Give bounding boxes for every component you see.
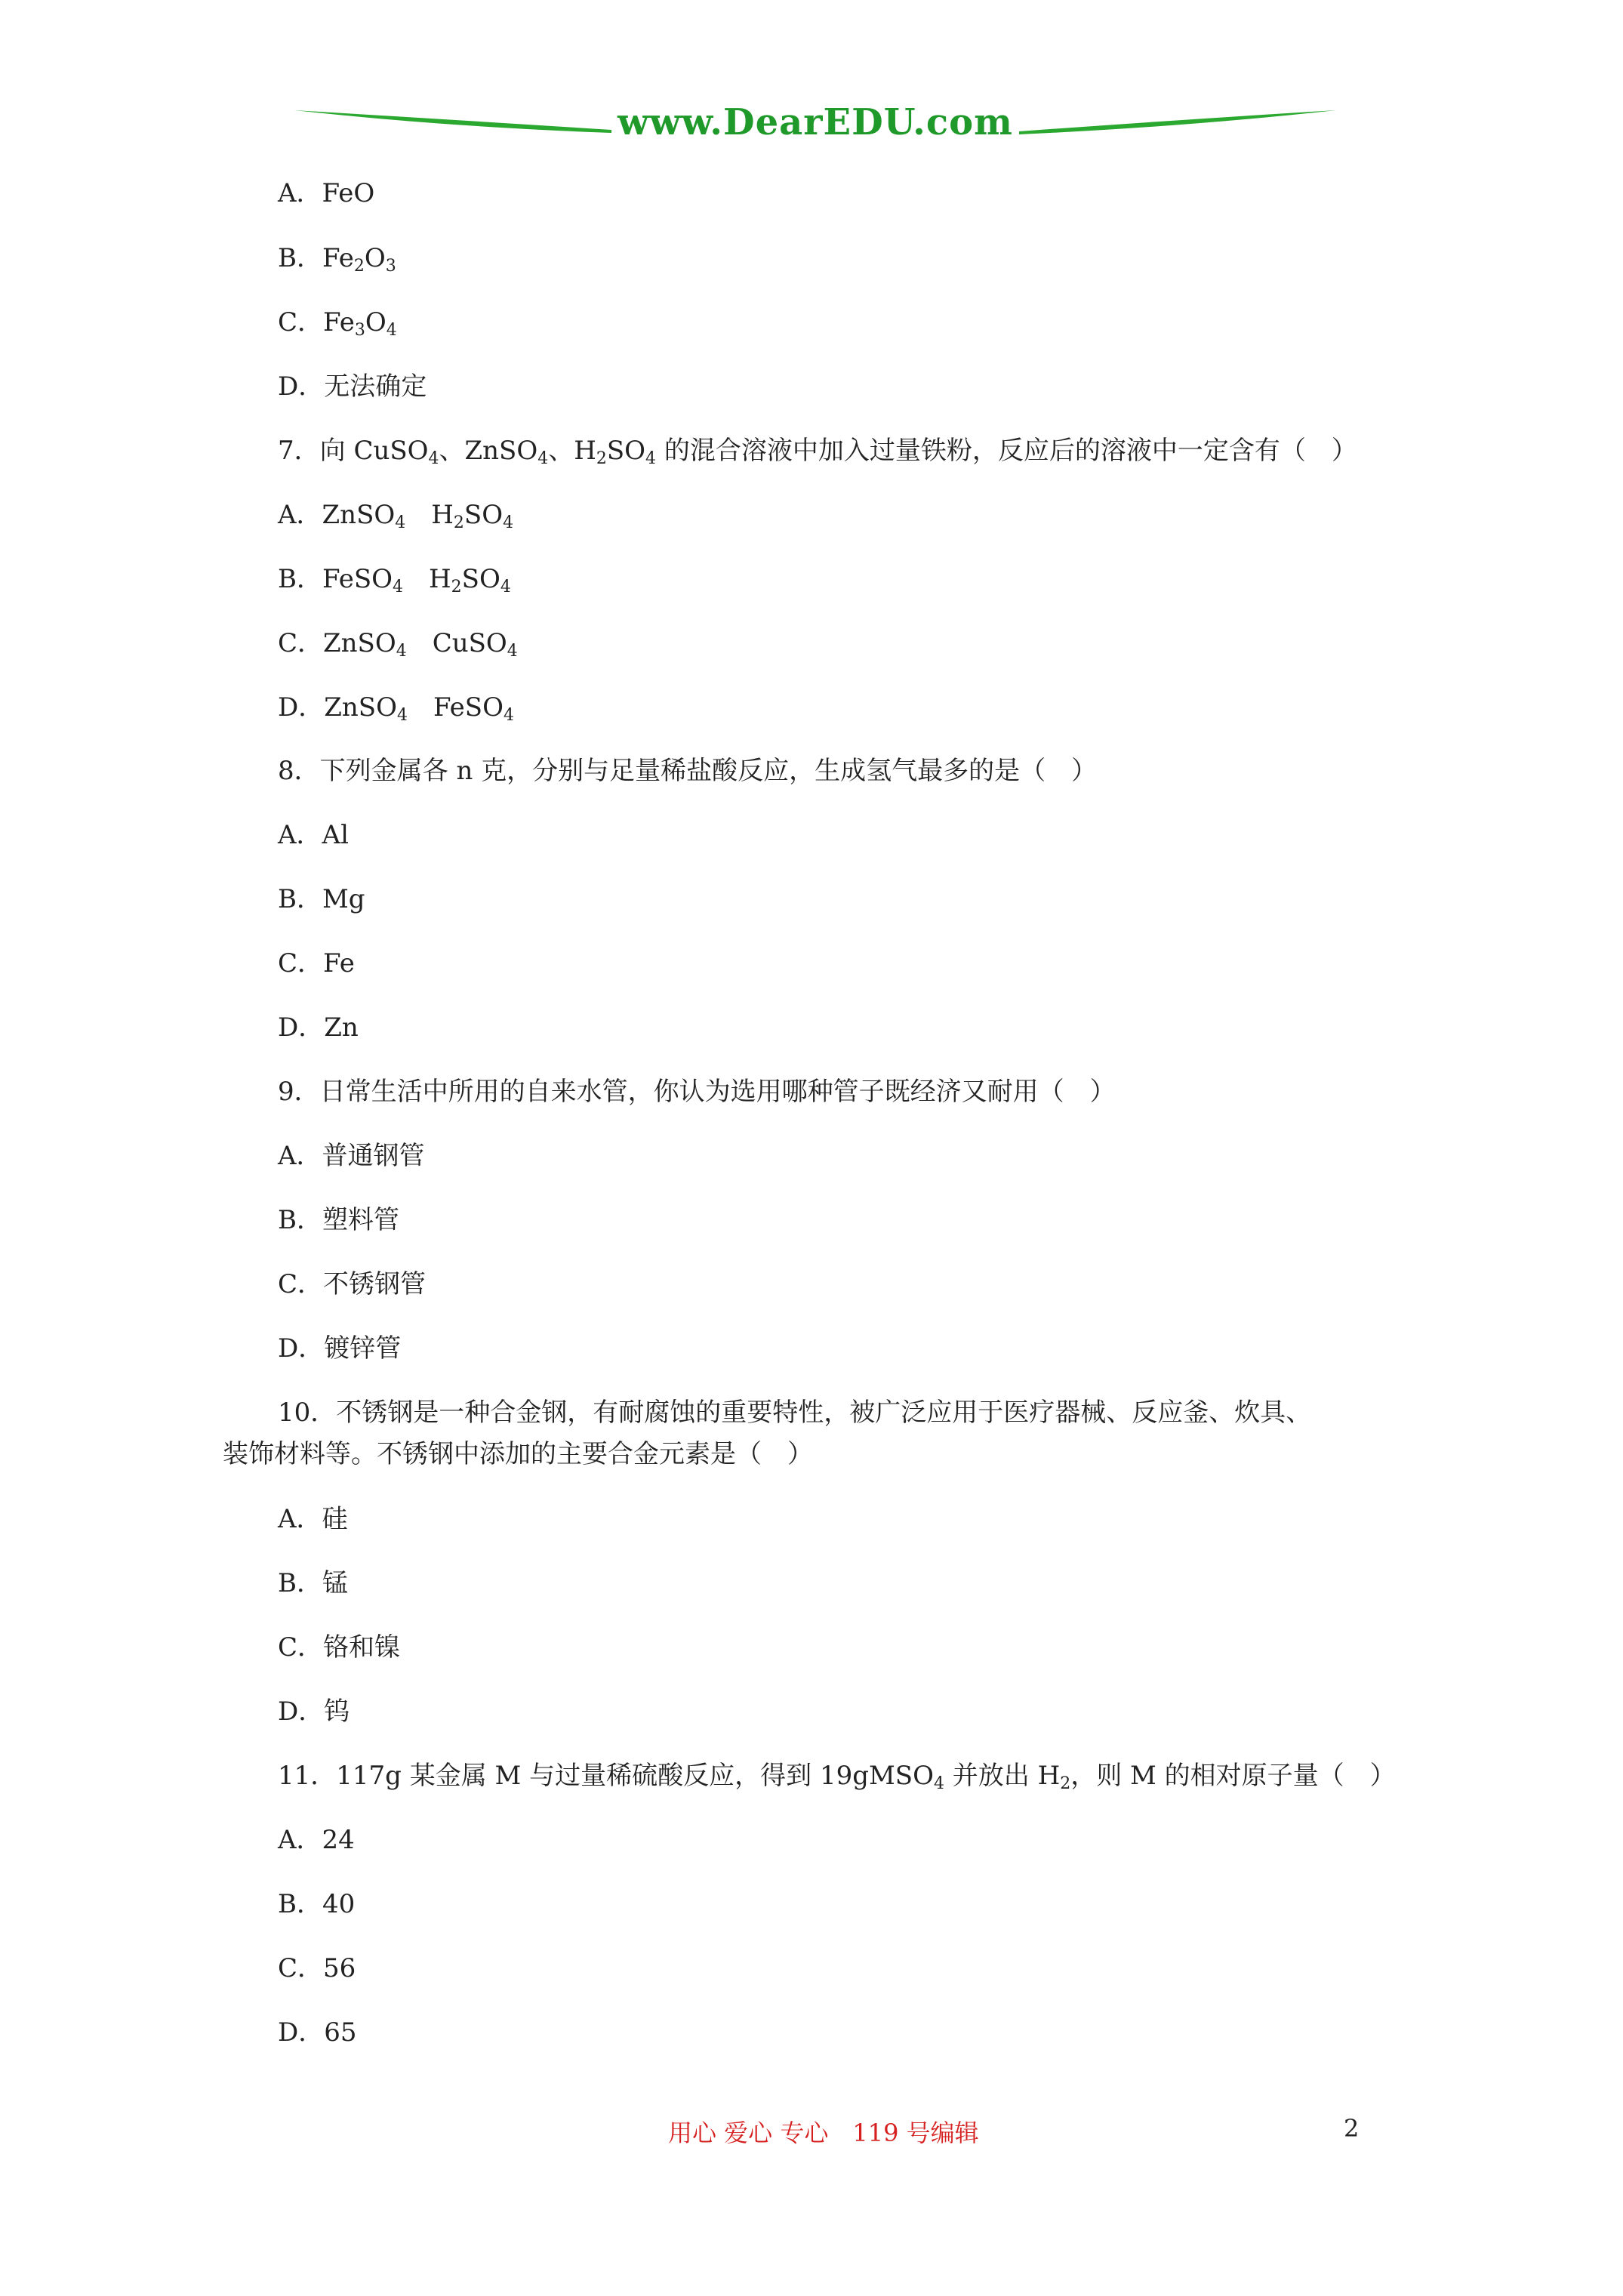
q10-option-a: A．硅 (278, 1504, 348, 1534)
header-logo-banner (294, 97, 1336, 157)
q11-option-b: B．40 (278, 1889, 356, 1919)
q8-option-a: A．Al (278, 820, 349, 850)
q9-option-d: D．镀锌管 (278, 1333, 402, 1364)
q8-option-d: D．Zn (278, 1012, 359, 1043)
question-11: 11．117g 某金属 M 与过量稀硫酸反应，得到 19gMSO$_4$ 并放出 $H_2$，则 M 的相对原子量（ ） (278, 1761, 1396, 1793)
question-7: 7．向 CuSO$_4$、ZnSO$_4$、$H_2SO_4$ 的混合溶液中加入过量铁粉，反应后的溶液中一定含有（ ） (278, 436, 1357, 468)
q9-option-c: C．不锈钢管 (278, 1269, 427, 1299)
q9-option-b: B．塑料管 (278, 1205, 399, 1235)
q9-option-a: A．普通钢管 (278, 1141, 425, 1171)
q10-option-d: D．钨 (278, 1697, 350, 1727)
q6-option-a: A．FeO (278, 178, 375, 208)
q6-option-b: B．$Fe_2O_3$ (278, 243, 396, 276)
q11-option-d: D．65 (278, 2017, 357, 2048)
site-logo: www.DearEDU.com (617, 101, 1013, 143)
q7-option-c: C．ZnSO$_4$ CuSO$_4$ (278, 628, 518, 661)
q6-option-d: D．无法确定 (278, 371, 427, 402)
q7-option-b: B．FeSO$_4$ $H_2SO_4$ (278, 564, 511, 596)
q8-option-b: B．Mg (278, 884, 365, 914)
page-number: 2 (1344, 2114, 1360, 2143)
q7-option-a: A．ZnSO$_4$ $H_2SO_4$ (278, 500, 514, 532)
question-8: 8．下列金属各 n 克，分别与足量稀盐酸反应，生成氢气最多的是（ ） (278, 756, 1098, 786)
q11-option-a: A．24 (278, 1825, 355, 1855)
q7-option-d: D．ZnSO$_4$ FeSO$_4$ (278, 692, 514, 725)
question-9: 9．日常生活中所用的自来水管，你认为选用哪种管子既经济又耐用（ ） (278, 1077, 1116, 1107)
q10-option-c: C．铬和镍 (278, 1632, 401, 1663)
q10-option-b: B．锰 (278, 1568, 348, 1598)
q8-option-c: C．Fe (278, 948, 355, 978)
footer-text: 用心 爱心 专心 119 号编辑 (668, 2119, 979, 2147)
question-10-line-1: 10．不锈钢是一种合金钢，有耐腐蚀的重要特性，被广泛应用于医疗器械、反应釜、炊具、 (278, 1398, 1312, 1428)
question-10-line-2: 装饰材料等。不锈钢中添加的主要合金元素是（ ） (223, 1439, 813, 1469)
q11-option-c: C．56 (278, 1953, 356, 1983)
q6-option-c: C．$Fe_3O_4$ (278, 307, 397, 340)
